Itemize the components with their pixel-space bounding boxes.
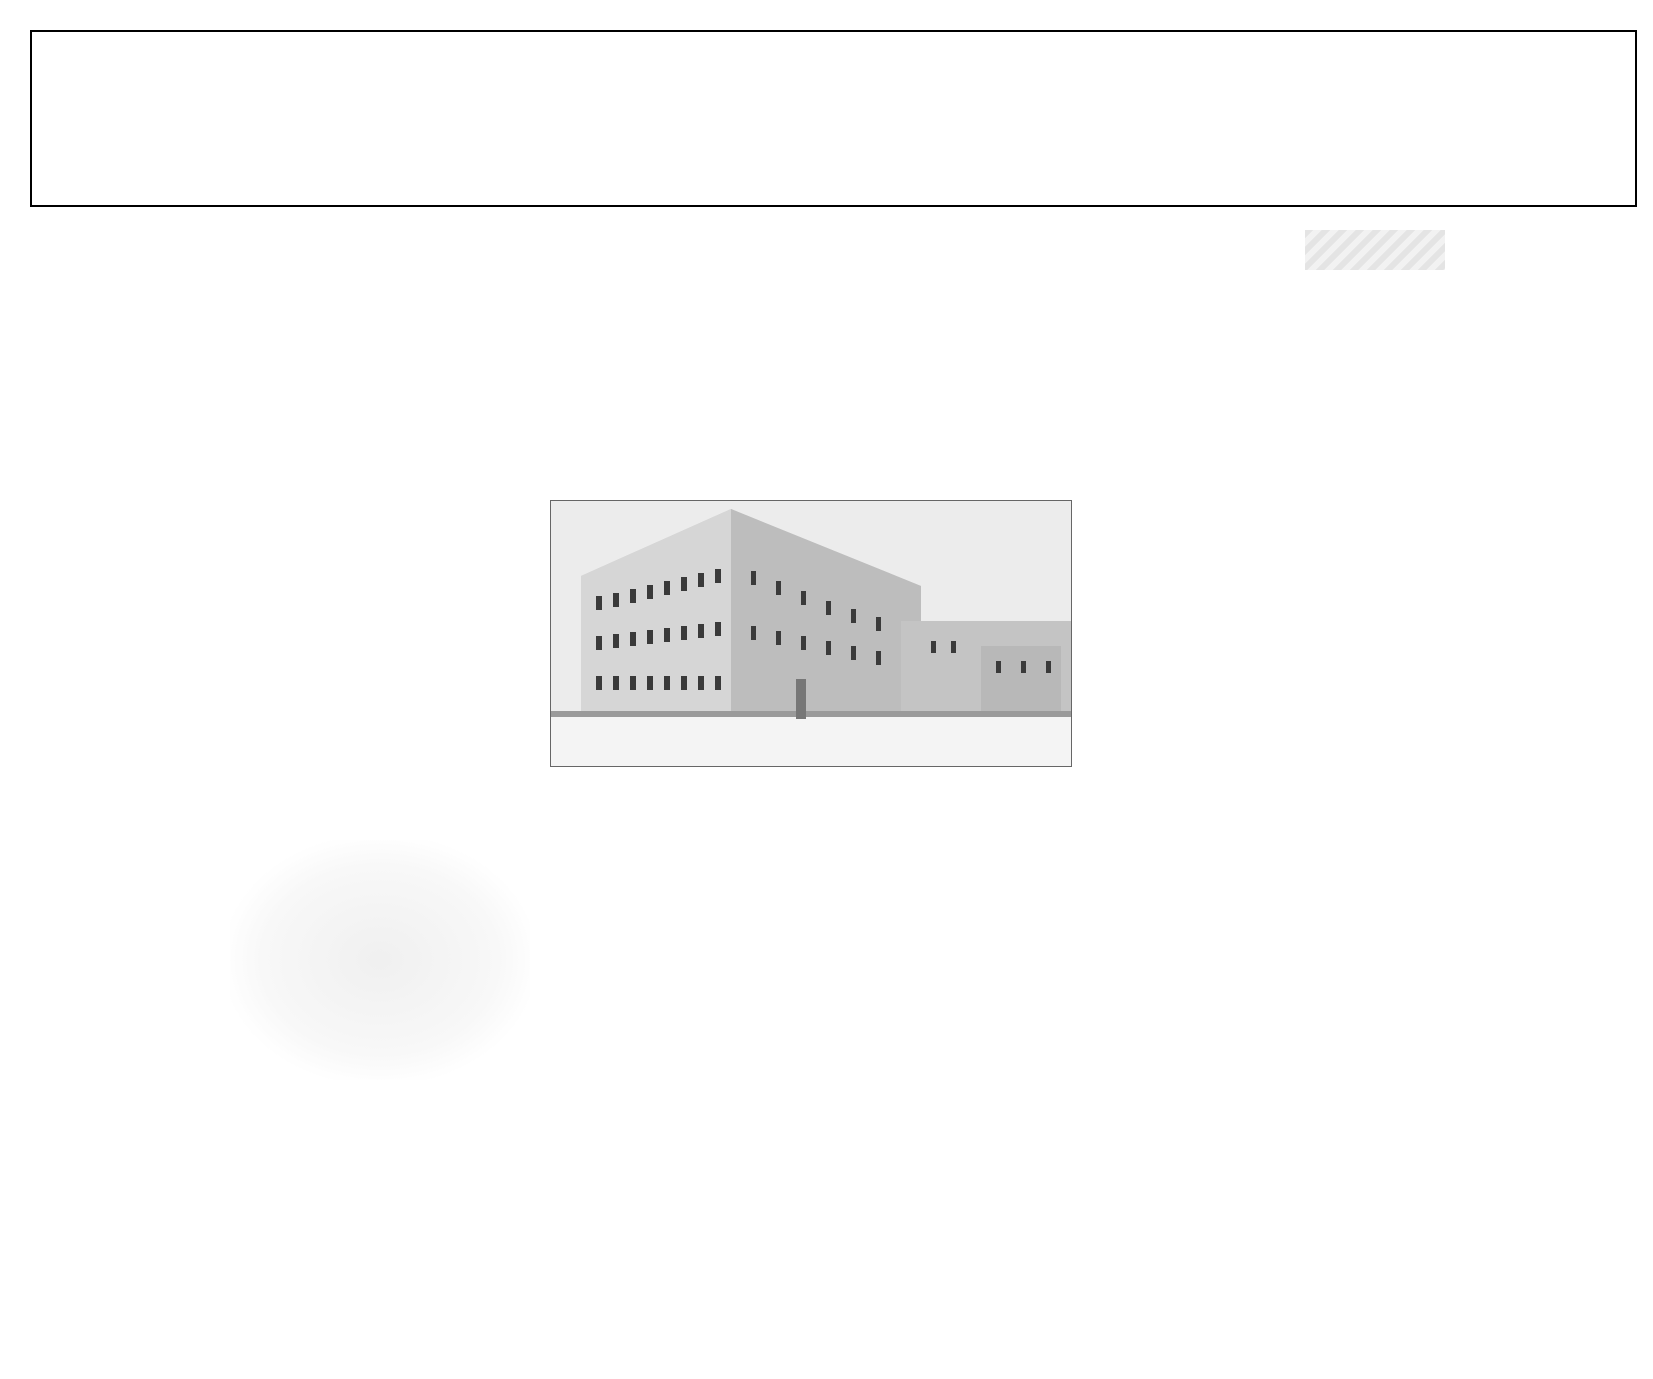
article-column-3-line <box>520 998 765 1030</box>
article-column-4-line <box>240 1026 485 1058</box>
article-column-3-line <box>520 1061 765 1093</box>
article-column-3-line <box>520 839 765 871</box>
article-column-4-line <box>240 708 485 740</box>
article-column-2-line <box>800 839 1045 871</box>
article-column-2-line <box>800 1029 1045 1061</box>
article-column-2-line <box>800 1220 1045 1252</box>
article-column-1-line <box>1105 994 1345 1026</box>
article-column-4-line <box>240 867 485 899</box>
article-column-4-line <box>240 1057 485 1089</box>
article-column-3-line <box>520 775 765 807</box>
article-column-4-line <box>240 898 485 930</box>
article-column-2-line <box>800 902 1045 934</box>
article-column-1-line <box>1105 1121 1345 1153</box>
article-column-2-line <box>800 1093 1045 1125</box>
source-row <box>72 54 1575 94</box>
article-column-1-line <box>1105 1280 1345 1312</box>
hospital-building-photo <box>550 500 1072 767</box>
article-column-1-line <box>1105 739 1345 771</box>
article-column-1-line <box>1105 930 1345 962</box>
article-column-1-line <box>1105 835 1345 867</box>
article-column-4-line <box>240 994 485 1026</box>
article-column-3-line <box>520 870 765 902</box>
article-column-3-line <box>520 966 765 998</box>
article-column-4-line <box>240 835 485 867</box>
article-column-1-line <box>1105 676 1345 708</box>
article-column-2-line <box>800 1347 1045 1379</box>
article-column-4-line <box>240 485 485 517</box>
article-column-1-line <box>1105 1057 1345 1089</box>
article-column-1-line <box>1105 1089 1345 1121</box>
article-column-1-line <box>1105 580 1345 612</box>
article-column-4-line <box>240 612 485 644</box>
article-column-1-line <box>1105 549 1345 581</box>
article-column-1-line <box>1105 803 1345 835</box>
newspaper-clipping <box>230 230 1445 1150</box>
article-column-4-line <box>240 962 485 994</box>
article-column-4-line <box>240 771 485 803</box>
article-column-4-line <box>240 517 485 549</box>
article-column-2-line <box>800 807 1045 839</box>
metadata-row <box>72 126 1575 166</box>
article-column-2-line <box>800 1316 1045 1348</box>
article-column-4-line <box>240 644 485 676</box>
article-column-2-line <box>800 1252 1045 1284</box>
article-column-3-line <box>520 807 765 839</box>
article-column-2-line <box>800 934 1045 966</box>
article-column-1-line <box>1105 867 1345 899</box>
article-column-4-line <box>240 1089 485 1121</box>
article-column-2 <box>800 775 1045 1379</box>
article-column-1-line <box>1105 1216 1345 1248</box>
article-column-4-line <box>240 549 485 581</box>
hospital-building-illustration <box>551 501 1071 766</box>
article-column-4-line <box>240 580 485 612</box>
article-column-4-line <box>240 676 485 708</box>
article-column-2-line <box>800 998 1045 1030</box>
article-column-2-line <box>800 1284 1045 1316</box>
article-column-2-line <box>800 966 1045 998</box>
article-column-1 <box>1105 485 1345 1344</box>
article-column-2-line <box>800 775 1045 807</box>
article-column-1-line <box>1105 485 1345 517</box>
clipping-metadata-box <box>30 30 1637 207</box>
article-column-1-line <box>1105 771 1345 803</box>
article-column-3-line <box>520 1093 765 1125</box>
article-column-3 <box>520 775 765 1157</box>
article-column-1-line <box>1105 1312 1345 1344</box>
article-column-1-line <box>1105 1153 1345 1185</box>
article-column-1-line <box>1105 708 1345 740</box>
article-column-2-line <box>800 1061 1045 1093</box>
article-column-1-line <box>1105 644 1345 676</box>
article-column-1-line <box>1105 1026 1345 1058</box>
article-column-1-line <box>1105 517 1345 549</box>
article-column-2-line <box>800 1157 1045 1189</box>
article-column-2-line <box>800 1125 1045 1157</box>
article-column-1-line <box>1105 898 1345 930</box>
article-column-3-line <box>520 1029 765 1061</box>
article-column-4-line <box>240 803 485 835</box>
article-column-1-line <box>1105 962 1345 994</box>
article-column-2-line <box>800 870 1045 902</box>
article-column-1-line <box>1105 612 1345 644</box>
article-column-4-line <box>240 930 485 962</box>
article-column-4 <box>240 485 485 1121</box>
article-column-4-line <box>240 739 485 771</box>
article-column-3-line <box>520 934 765 966</box>
article-column-3-line <box>520 1125 765 1157</box>
article-column-2-line <box>800 1188 1045 1220</box>
article-column-3-line <box>520 902 765 934</box>
article-column-1-line <box>1105 1248 1345 1280</box>
article-column-1-line <box>1105 1185 1345 1217</box>
